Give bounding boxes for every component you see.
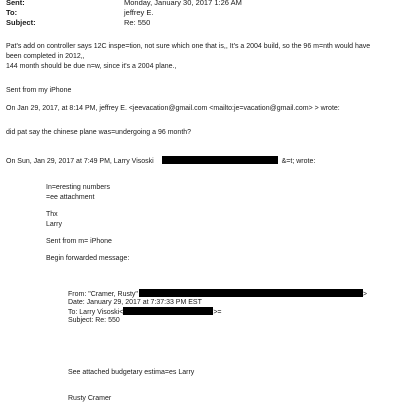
- quote-header: On Jan 29, 2017, at 8:14 PM, jeffrey E. <jeevacation@gmail.com <mailto:je=vacation@gmail.com> > wrote:: [6, 105, 340, 112]
- fwd-date: Date: January 29, 2017 at 7:37:33 PM EST: [68, 299, 202, 306]
- fwd-from-prefix: From: "Cramer, Rusty": [68, 291, 138, 298]
- sent-label: Sent:: [6, 0, 25, 7]
- sent-from-iphone: Sent from my iPhone: [6, 87, 72, 94]
- quote-header-prefix: On Sun, Jan 29, 2017 at 7:49 PM, Larry Visoski: [6, 158, 154, 165]
- body-line: In=eresting numbers: [46, 184, 111, 191]
- body-line: Thx: [46, 211, 58, 218]
- body-line: 144 month should be due n=w, since it's a 2004 plane.,: [6, 63, 177, 70]
- fwd-to-suffix: >=: [213, 309, 222, 316]
- body-line: Larry: [46, 221, 62, 228]
- forwarded-label: Begin forwarded message:: [46, 255, 130, 262]
- redaction-bar: [162, 156, 278, 164]
- fwd-signature: Rusty Cramer: [68, 395, 112, 402]
- quote-header: [6, 156, 315, 166]
- body-line: Pat's add on controller says 12C inspe=tion, not sure which one that is,, It's a 2004 build, so the 96 m=nth would have: [6, 43, 371, 50]
- sent-from-iphone: Sent from m= iPhone: [46, 238, 112, 245]
- quote-text: did pat say the chinese plane was=undergoing a 96 month?: [6, 129, 192, 136]
- quote-header-suffix: &=t; wrote:: [281, 158, 316, 165]
- body-line: been completed in 2012,,: [6, 53, 85, 60]
- body-line: =ee attachment: [46, 194, 95, 201]
- redaction-bar: [123, 307, 213, 315]
- to-label: To:: [6, 8, 18, 17]
- fwd-body: See attached budgetary estima=es Larry: [68, 369, 195, 376]
- to-value: jeffrey E.: [124, 8, 154, 17]
- fwd-from-suffix: >: [362, 291, 368, 298]
- fwd-subject: Subject: Re: 550: [68, 317, 120, 324]
- subject-value: Re: 550: [124, 18, 151, 27]
- subject-label: Subject:: [6, 18, 36, 27]
- redaction-bar: [139, 289, 363, 297]
- fwd-to-prefix: To: Larry Visoski<: [68, 309, 124, 316]
- sent-value: Monday, January 30, 2017 1:26 AM: [124, 0, 242, 7]
